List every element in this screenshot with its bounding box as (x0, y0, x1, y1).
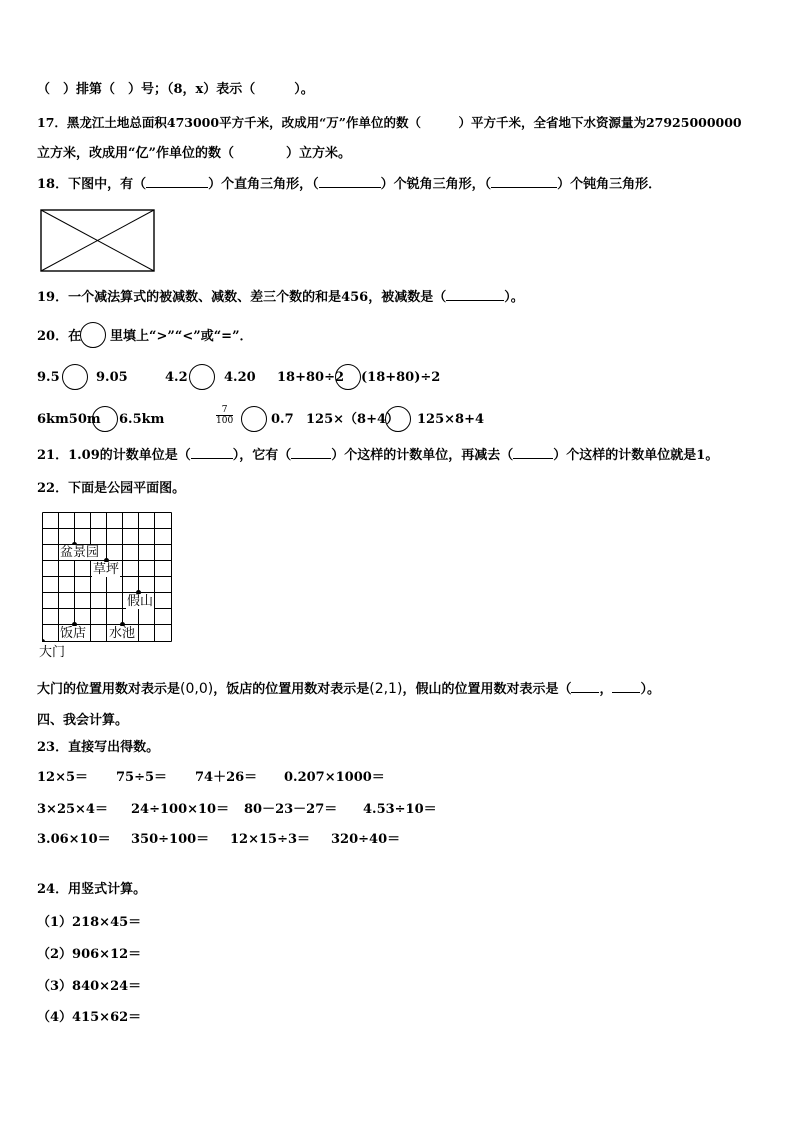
q20-fraction (216, 405, 233, 426)
q19-question (37, 290, 524, 306)
q23-item: 0.207×1000＝ (284, 770, 385, 785)
q24-item: （2）906×12＝ (37, 947, 142, 962)
restaurant-coordinate: (2,1) (369, 681, 403, 697)
q22-blank-x[interactable] (571, 692, 599, 693)
map-label-bonsai-garden: 盆景园 (60, 545, 100, 560)
q19-text-b: ）。 (504, 290, 524, 305)
q22-answer-line (37, 681, 660, 698)
q20-sample-circle (80, 322, 106, 348)
q22-text-d: ， (599, 682, 613, 697)
q23-item: 75÷5＝ (116, 770, 168, 785)
map-label-pond: 水池 (109, 626, 136, 641)
fraction-numerator: 7 (216, 405, 233, 416)
q18-blank-right[interactable] (146, 187, 208, 188)
q20-r1-item: (18+80)÷2 (361, 370, 441, 385)
q20-text-a: 20．在 (37, 329, 82, 344)
q20-r2-item: 125×（8+4） (306, 412, 400, 427)
q22-blank-y[interactable] (612, 692, 640, 693)
q20-answer-circle[interactable] (92, 406, 118, 432)
q20-text-b: 里填上“>”“<”或“=”． (110, 329, 253, 344)
q22-text-a: 大门的位置用数对表示是 (37, 682, 181, 697)
q20-r2-item: 125×8+4 (417, 412, 485, 427)
q20-answer-circle[interactable] (62, 364, 88, 390)
q17-line1: 17．黑龙江土地总面积473000平方千米，改成用“万”作单位的数（ ）平方千米，全省地下水资源量为27925000000 (37, 115, 742, 130)
park-map (42, 512, 172, 642)
fraction-denominator: 100 (216, 416, 234, 426)
q20-answer-circle[interactable] (189, 364, 215, 390)
q21-text-a: 21．1.09的计数单位是（ (37, 448, 191, 463)
q20-r1-item: 9.05 (96, 370, 128, 385)
q21-question (37, 448, 718, 464)
q22-text-e: ）。 (640, 682, 660, 697)
map-label-lawn: 草坪 (93, 562, 120, 577)
q18-blank-obtuse[interactable] (491, 187, 557, 188)
q21-text-b: ），它有（ (232, 448, 292, 463)
q23-item: 12×5＝ (37, 770, 89, 785)
q21-blank-unit[interactable] (191, 458, 233, 459)
q22-title: 22．下面是公园平面图。 (37, 481, 186, 496)
q20-r1-item: 18+80÷2 (277, 370, 345, 385)
q20-answer-circle[interactable] (385, 406, 411, 432)
q20-r2-item: 0.7 (271, 412, 294, 427)
q24-item: （1）218×45＝ (37, 915, 142, 930)
q21-blank-subtract[interactable] (513, 458, 553, 459)
point-gate (42, 639, 45, 642)
q16-tail-line: （ ）排第（ ）号；（8，x）表示（ ）。 (37, 82, 314, 97)
q18-text-a: 18．下图中，有（ (37, 177, 147, 192)
map-label-restaurant: 饭店 (60, 626, 87, 641)
section-4-heading: 四、我会计算。 (37, 713, 129, 728)
q20-r1-item: 4.20 (224, 370, 256, 385)
q22-text-c: ，假山的位置用数对表示是（ (402, 682, 572, 697)
q23-item: 74＋26＝ (195, 770, 258, 785)
q24-item: （4）415×62＝ (37, 1010, 142, 1025)
q17-line2: 立方米，改成用“亿”作单位的数（ ）立方米。 (37, 146, 351, 161)
q18-text-b: ）个直角三角形，（ (208, 177, 319, 192)
q23-title: 23．直接写出得数。 (37, 740, 160, 755)
q18-text-c: ）个锐角三角形，（ (380, 177, 492, 192)
q19-text-a: 19．一个减法算式的被减数、减数、差三个数的和是456，被减数是（ (37, 290, 447, 305)
q23-item: 4.53÷10＝ (363, 802, 437, 817)
q20-r2-item: 6km50m (37, 412, 101, 427)
q20-r2-item: 6.5km (119, 412, 165, 427)
gate-coordinate: (0,0) (180, 681, 214, 697)
q21-blank-count[interactable] (291, 458, 331, 459)
map-label-gate: 大门 (39, 645, 66, 660)
q23-item: 3.06×10＝ (37, 832, 111, 847)
q23-item: 350÷100＝ (131, 832, 210, 847)
q20-r1-item: 9.5 (37, 370, 60, 385)
q18-rectangle-figure (40, 209, 156, 273)
q19-blank[interactable] (446, 300, 504, 301)
q23-item: 12×15÷3＝ (230, 832, 311, 847)
q20-answer-circle[interactable] (335, 364, 361, 390)
q20-r1-item: 4.2 (165, 370, 188, 385)
park-map-grid (42, 512, 172, 642)
q21-text-d: ）个这样的计数单位就是1。 (553, 448, 719, 463)
q18-text-d: ）个钝角三角形． (557, 177, 662, 192)
q23-item: 24÷100×10＝ (131, 802, 230, 817)
q23-item: 320÷40＝ (331, 832, 401, 847)
q18-blank-acute[interactable] (319, 187, 381, 188)
q21-text-c: ）个这样的计数单位，再减去（ (331, 448, 514, 463)
q20-answer-circle[interactable] (241, 406, 267, 432)
q18-question (37, 177, 661, 193)
q23-item: 3×25×4＝ (37, 802, 108, 817)
q23-item: 80－23－27＝ (244, 802, 338, 817)
q24-title: 24．用竖式计算。 (37, 882, 147, 897)
map-label-rockery: 假山 (127, 594, 154, 609)
q24-item: （3）840×24＝ (37, 979, 142, 994)
q22-text-b: ，饭店的位置用数对表示是 (213, 682, 370, 697)
